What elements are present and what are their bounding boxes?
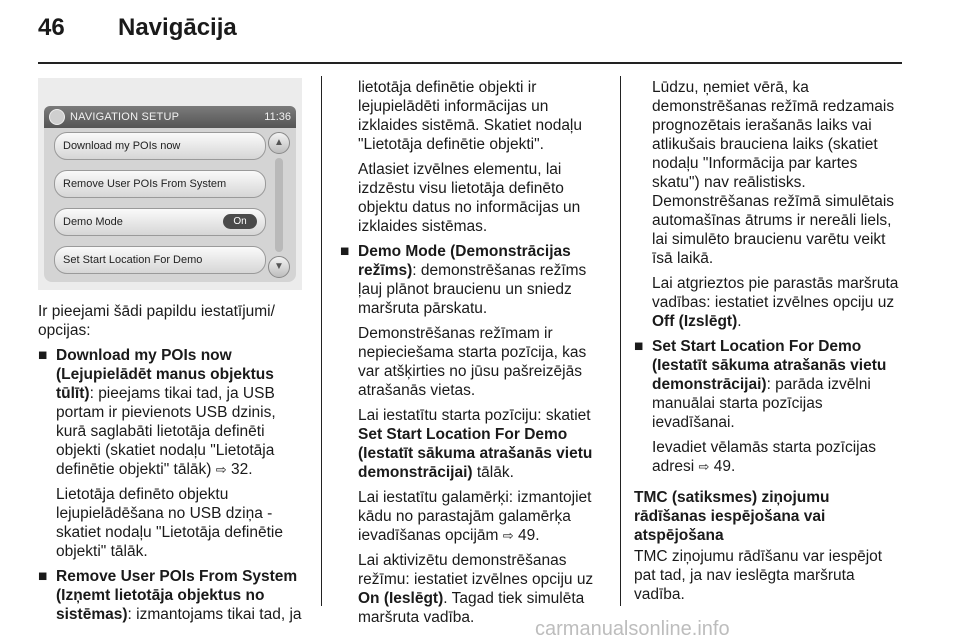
intro-text: Ir pieejami šādi papildu iestatījumi/ opcijas: (38, 303, 275, 339)
paragraph (652, 274, 902, 331)
screen-menu-panel (44, 128, 296, 282)
bullet-paragraph (358, 551, 606, 627)
column-divider (620, 76, 621, 606)
bullet-title: Download my POIs now (Lejupielādēt manus objektus tūlīt) (56, 347, 274, 402)
bullet-paragraph (652, 438, 902, 476)
page-number: 46 (38, 14, 65, 41)
demo-mode-toggle[interactable]: On (223, 214, 257, 229)
emphasis: Off (Izslēgt) (652, 313, 738, 330)
paragraph: Atlasiet izvēlnes elementu, lai izdzēstu visu lietotāja definēto objektu datus no informācijas un izklaides sistēmas. (358, 161, 581, 235)
menu-item-label: Remove User POIs From System (63, 178, 227, 190)
bullet-title: Remove User POIs From System (Izņemt lietotāja objektus no sistēmas) (56, 568, 298, 623)
bullet-icon: ■ (634, 338, 644, 355)
scroll-down-icon[interactable]: ▼ (268, 256, 290, 278)
text: Lai iestatītu galamērķi: izmantojiet kādu no parastajām galamērķa ievadīšanas opcijām (358, 489, 592, 544)
section-heading: TMC (satiksmes) ziņojumu rādīšanas iespējošana vai atspējošana (634, 489, 830, 544)
bullet-paragraph (358, 406, 606, 482)
page-ref[interactable]: 49. (517, 527, 540, 544)
page-ref-icon: ⇨ (215, 462, 227, 477)
menu-item-start-location[interactable] (54, 246, 266, 274)
column-1 (38, 302, 306, 630)
text: Lai iestatītu starta pozīciju: skatiet (358, 407, 591, 424)
watermark: carmanualsonline.info (535, 618, 730, 640)
header-rule (38, 62, 902, 64)
bullet-icon: ■ (340, 243, 350, 260)
page-ref-icon: ⇨ (502, 528, 514, 543)
scroll-up-icon[interactable]: ▲ (268, 132, 290, 154)
paragraph: lietotāja definētie objekti ir lejupielādēti informācijas un izklaides sistēmā. Skatiet nodaļu "Lietotāja definētie objekti". (358, 79, 583, 153)
text: . Tagad tiek simulēta maršruta vadība. (358, 590, 585, 626)
screen-title-bar (44, 106, 296, 128)
menu-item-demo-mode[interactable] (54, 208, 266, 236)
menu-item-label: Demo Mode (63, 216, 123, 228)
paragraph: Lūdzu, ņemiet vērā, ka demonstrēšanas režīmā redzamais prognozētais ierašanās laiks vai atlikušais brauciena laiks (skatiet nodaļu "Informācija par kartes skatu") nav reālistisks. Demonstrēšanas režīmā simulētais automašīnas ātrums ir nereāli liels, lai simulēto braucienu varētu veikt īsā laikā. (652, 79, 895, 267)
bullet-remove-pois (38, 567, 306, 624)
bullet-text: : izmantojams tikai tad, ja (127, 606, 302, 623)
page-ref-icon: ⇨ (698, 459, 710, 474)
column-3 (634, 78, 902, 610)
page-ref[interactable]: 49. (713, 458, 736, 475)
text: Lai aktivizētu demonstrēšanas režīmu: iestatiet izvēlnes opciju uz (358, 552, 594, 588)
menu-item-download-pois[interactable] (54, 132, 266, 160)
column-2 (340, 78, 606, 633)
bullet-paragraph (358, 488, 606, 545)
bullet-title: Demo Mode (Demonstrācijas režīms) (358, 243, 571, 279)
bullet-text: : demonstrēšanas režīms ļauj plānot braucienu un sniedz maršruta pārskatu. (358, 262, 587, 317)
page-ref[interactable]: 32. (230, 461, 253, 478)
screen-scrollbar[interactable] (268, 132, 290, 278)
emphasis: On (Ieslēgt) (358, 590, 444, 607)
bullet-demo-mode (340, 242, 606, 627)
scroll-track[interactable] (275, 158, 283, 252)
text: Ievadiet vēlamās starta pozīcijas adresi (652, 439, 876, 475)
text: . (737, 313, 742, 330)
emphasis: Set Start Location For Demo (Iestatīt sākuma atrašanās vietu demonstrācijai) (358, 426, 593, 481)
column-divider (321, 76, 322, 606)
page-title: Navigācija (118, 14, 237, 41)
screen-clock: 11:36 (264, 111, 291, 123)
bullet-icon: ■ (38, 568, 48, 585)
menu-item-label: Set Start Location For Demo (63, 254, 203, 266)
brand-logo-icon (49, 109, 65, 125)
text: tālāk. (472, 464, 514, 481)
menu-item-label: Download my POIs now (63, 140, 181, 152)
bullet-download-pois (38, 346, 306, 561)
bullet-icon: ■ (38, 347, 48, 364)
navigation-setup-screenshot (38, 78, 302, 290)
screen-title: NAVIGATION SETUP (70, 111, 180, 123)
bullet-title: Set Start Location For Demo (Iestatīt sākuma atrašanās vietu demonstrācijai) (652, 338, 887, 393)
text: Lai atgrieztos pie parastās maršruta vadības: iestatiet izvēlnes opciju uz (652, 275, 899, 311)
bullet-paragraph: Demonstrēšanas režīmam ir nepieciešama starta pozīcija, kas var atšķirties no jūsu pašreizējās atrašanās vietas. (358, 325, 587, 399)
paragraph: TMC ziņojumu rādīšanu var iespējot pat tad, ja nav ieslēgta maršruta vadība. (634, 548, 883, 603)
bullet-paragraph: Lietotāja definēto objektu lejupielādēšana no USB dziņa - skatiet nodaļu "Lietotāja definētie objekti" tālāk. (56, 486, 283, 560)
bullet-text: : parāda izvēlni manuālai starta pozīcijas ievadīšanai. (652, 376, 871, 431)
bullet-start-location (634, 337, 902, 476)
menu-item-remove-pois[interactable] (54, 170, 266, 198)
bullet-text: : pieejams tikai tad, ja USB portam ir pievienots USB dzinis, kurā saglabāti lietotāja definēti objekti (skatiet nodaļu "Lietotāja definētie objekti" tālāk) (56, 385, 276, 478)
